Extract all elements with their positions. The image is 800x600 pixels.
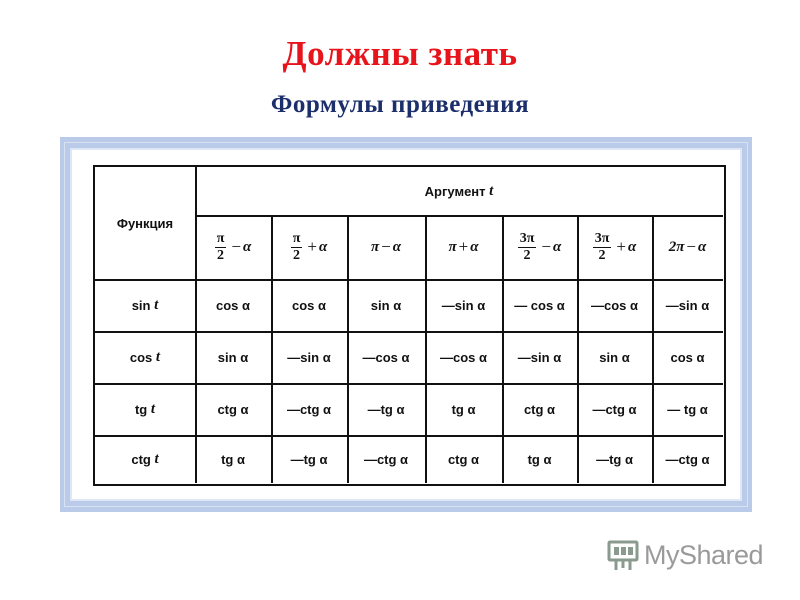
function-name: tg [134, 401, 148, 417]
argument-header-label: Аргумент [424, 183, 486, 199]
formula-cell: sin α [370, 297, 402, 313]
formula-cell: —ctg α [592, 401, 637, 417]
fraction-numerator: 3π [519, 230, 535, 246]
formula-cell: ctg α [447, 451, 480, 467]
argument-variable: α [242, 238, 252, 255]
formula-cell: —ctg α [286, 401, 332, 417]
function-variable: t [154, 450, 159, 467]
formula-cell: sin α [217, 349, 249, 365]
function-name-cell [95, 331, 195, 383]
argument-sign: − [381, 237, 391, 256]
formula-cell: tg α [451, 401, 476, 417]
function-name-cell [95, 279, 195, 331]
formula-cell: —sin α [441, 297, 486, 313]
argument-cell [271, 215, 347, 279]
formula-cell: —sin α [287, 349, 331, 365]
argument-cell [502, 215, 577, 279]
formula-cell: tg α [527, 451, 552, 467]
function-name: ctg [131, 451, 151, 467]
formula-cell: — cos α [514, 297, 565, 313]
formula-cell: ctg α [217, 401, 249, 417]
fraction [518, 232, 537, 263]
function-variable: t [154, 296, 159, 313]
presentation-board-icon [606, 538, 640, 572]
page-title: Должны знать [282, 34, 518, 73]
argument-sign: − [686, 237, 696, 256]
formula-cell: —sin α [665, 297, 710, 313]
function-variable: t [150, 400, 156, 417]
fraction [215, 232, 227, 263]
formula-cell: ctg α [523, 401, 556, 417]
fraction [593, 232, 612, 263]
argument-variable: α [627, 238, 637, 255]
formula-cell: — tg α [667, 401, 708, 417]
fraction-numerator: π [216, 230, 225, 246]
function-header-label: Функция [116, 215, 174, 231]
fraction-denominator: 2 [523, 247, 531, 263]
argument-variable: α [318, 238, 328, 255]
fraction-denominator: 2 [598, 247, 606, 263]
fraction-numerator: π [292, 230, 301, 246]
argument-cell [652, 215, 723, 279]
function-column-header [95, 167, 195, 279]
argument-lead: π [370, 238, 380, 255]
formula-cell: —cos α [439, 349, 487, 365]
argument-variable: α [697, 238, 707, 255]
formula-cell: cos α [670, 349, 705, 365]
formula-cell: —ctg α [363, 451, 409, 467]
fraction-numerator: 3π [594, 230, 610, 246]
formula-cell: sin α [599, 349, 630, 365]
formula-cell: tg α [221, 451, 245, 467]
formula-cell: cos α [291, 297, 326, 313]
formula-cell: —cos α [362, 349, 410, 365]
logo-text: MyShared [644, 539, 764, 570]
function-name-cell [95, 383, 195, 435]
argument-lead: π [448, 238, 457, 255]
argument-sign: + [616, 237, 626, 256]
fraction [291, 232, 303, 263]
argument-cell [195, 215, 271, 279]
reduction-formulas-table [93, 165, 726, 486]
argument-sign: − [541, 237, 551, 256]
argument-sign: + [307, 237, 317, 256]
fraction-denominator: 2 [293, 247, 301, 263]
myshared-logo [606, 538, 763, 572]
function-name-cell [95, 435, 195, 483]
argument-cell [347, 215, 425, 279]
argument-variable: t [489, 182, 494, 199]
argument-lead: 2π [668, 238, 685, 255]
argument-sign: − [231, 237, 241, 256]
argument-variable: α [470, 238, 479, 255]
argument-variable: α [552, 238, 562, 255]
formula-cell: —ctg α [665, 451, 710, 467]
formula-cell: —tg α [290, 451, 328, 467]
argument-cell [577, 215, 652, 279]
argument-cell [425, 215, 502, 279]
function-name: cos [129, 349, 153, 365]
argument-variable: α [392, 238, 402, 255]
formula-cell: —sin α [517, 349, 562, 365]
function-name: sin [131, 297, 151, 313]
formula-cell: —cos α [590, 297, 638, 313]
formula-cell: —tg α [367, 401, 405, 417]
argument-header [195, 167, 723, 215]
argument-sign: + [458, 237, 469, 256]
page-subtitle: Формулы приведения [270, 91, 530, 118]
function-variable: t [155, 348, 161, 365]
formula-cell: —tg α [596, 451, 633, 467]
formula-cell: cos α [215, 297, 250, 313]
fraction-denominator: 2 [217, 247, 225, 263]
